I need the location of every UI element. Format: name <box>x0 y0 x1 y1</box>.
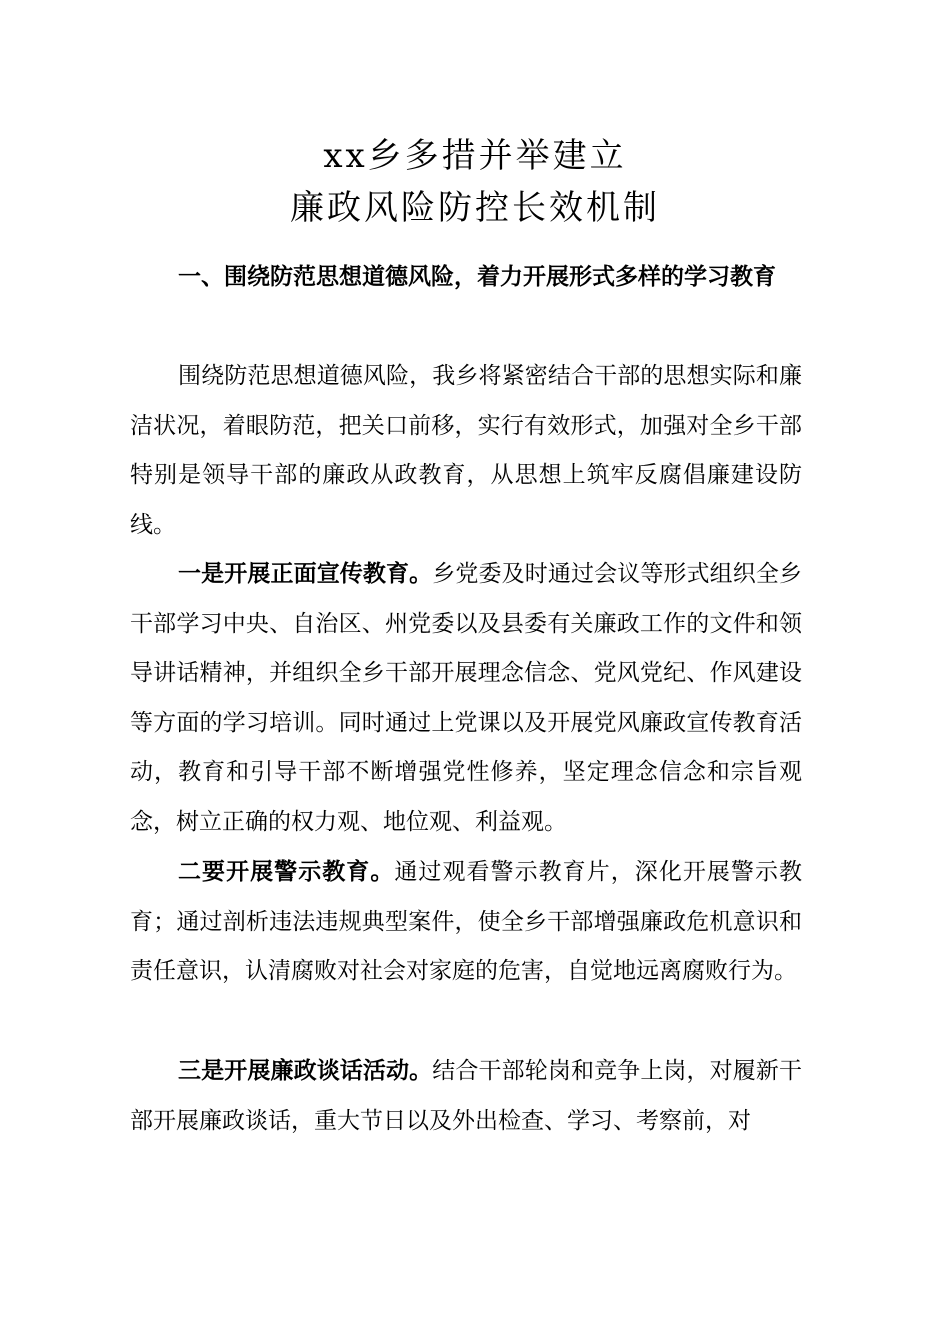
paragraph-warning-education <box>130 848 802 997</box>
paragraph-body: 通过观看警示教育片，深化开展警示教育；通过剖析违法违规典型案件，使全乡干部增强廉政危机意识和责任意识，认清腐败对社会对家庭的危害，自觉地远离腐败行为。 <box>130 859 803 985</box>
paragraph-body: 乡党委及时通过会议等形式组织全乡干部学习中央、自治区、州党委以及县委有关廉政工作的文件和领导讲话精神，并组织全乡干部开展理念信念、党风党纪、作风建设等方面的学习培训。同时通过上党课以及开展党风廉政宣传教育活动，教育和引导干部不断增强党性修养，坚定理念信念和宗旨观念，树立正确的权力观、地位观、利益观。 <box>130 561 803 835</box>
paragraph-lead: 三是开展廉政谈话活动。 <box>178 1058 433 1084</box>
paragraph-body: 结合干部轮岗和竞争上岗，对履新干部开展廉政谈话，重大节日以及外出检查、学习、考察前，对 <box>130 1058 803 1134</box>
paragraph-integrity-talks <box>130 1047 802 1146</box>
paragraph-lead: 二要开展警示教育。 <box>178 859 395 885</box>
paragraph-body: 围绕防范思想道德风险，我乡将紧密结合干部的思想实际和廉洁状况，着眼防范，把关口前移，实行有效形式，加强对全乡干部特别是领导干部的廉政从政教育，从思想上筑牢反腐倡廉建设防线。 <box>130 363 802 538</box>
document-title-line2: 廉政风险防控长效机制 <box>290 188 660 228</box>
document-title-line1: xx乡多措并举建立 <box>323 136 627 176</box>
paragraph-intro <box>130 352 802 550</box>
paragraph-publicity-education <box>130 550 802 848</box>
section-heading: 一、围绕防范思想道德风险，着力开展形式多样的学习教育 <box>178 264 776 290</box>
paragraph-lead: 一是开展正面宣传教育。 <box>178 561 433 587</box>
